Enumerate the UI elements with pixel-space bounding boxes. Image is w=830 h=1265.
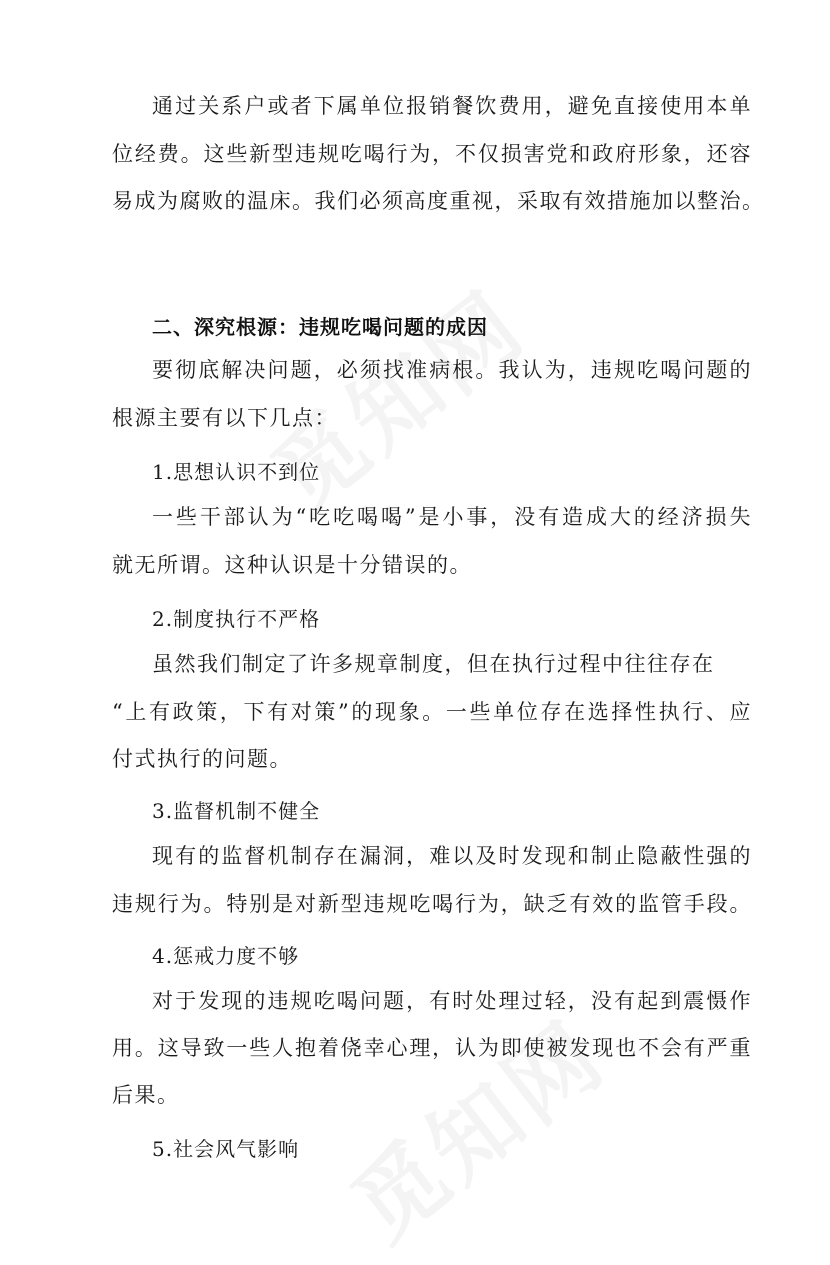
paragraph-line: “上有政策，下有对策”的现象。一些单位存在选择性执行、应 — [112, 700, 752, 724]
paragraph-line: 付式执行的问题。 — [112, 747, 292, 771]
intro-line: 通过关系户或者下属单位报销餐饮费用，避免直接使用本单 — [152, 94, 752, 118]
intro-line: 易成为腐败的温床。我们必须高度重视，采取有效措施加以整治。 — [112, 189, 765, 213]
point-title: 1.思想认识不到位 — [152, 460, 321, 484]
point-title: 3.监督机制不健全 — [152, 799, 321, 823]
paragraph-line: 违规行为。特别是对新型违规吃喝行为，缺乏有效的监管手段。 — [112, 892, 752, 916]
point-title: 4.惩戒力度不够 — [152, 944, 300, 968]
paragraph-line: 就无所谓。这种认识是十分错误的。 — [112, 553, 472, 577]
paragraph-line: 后果。 — [112, 1083, 180, 1107]
paragraph-line: 现有的监督机制存在漏洞，难以及时发现和制止隐蔽性强的 — [152, 844, 752, 868]
watermark — [241, 255, 548, 535]
paragraph-line: 要彻底解决问题，必须找准病根。我认为，违规吃喝问题的 — [152, 358, 752, 382]
intro-line: 位经费。这些新型违规吃喝行为，不仅损害党和政府形象，还容 — [112, 142, 752, 166]
point-title: 5.社会风气影响 — [152, 1137, 300, 1161]
paragraph-line: 对于发现的违规吃喝问题，有时处理过轻，没有起到震慑作 — [152, 989, 752, 1013]
paragraph-line: 虽然我们制定了许多规章制度，但在执行过程中往往存在 — [152, 652, 715, 676]
point-title: 2.制度执行不严格 — [152, 607, 321, 631]
paragraph-line: 一些干部认为“吃吃喝喝”是小事，没有造成大的经济损失 — [152, 505, 752, 529]
watermark — [321, 985, 628, 1265]
section-heading: 二、深究根源：违规吃喝问题的成因 — [152, 315, 488, 339]
paragraph-line: 根源主要有以下几点： — [112, 406, 337, 430]
paragraph-line: 用。这导致一些人抱着侥幸心理，认为即使被发现也不会有严重 — [112, 1036, 752, 1060]
